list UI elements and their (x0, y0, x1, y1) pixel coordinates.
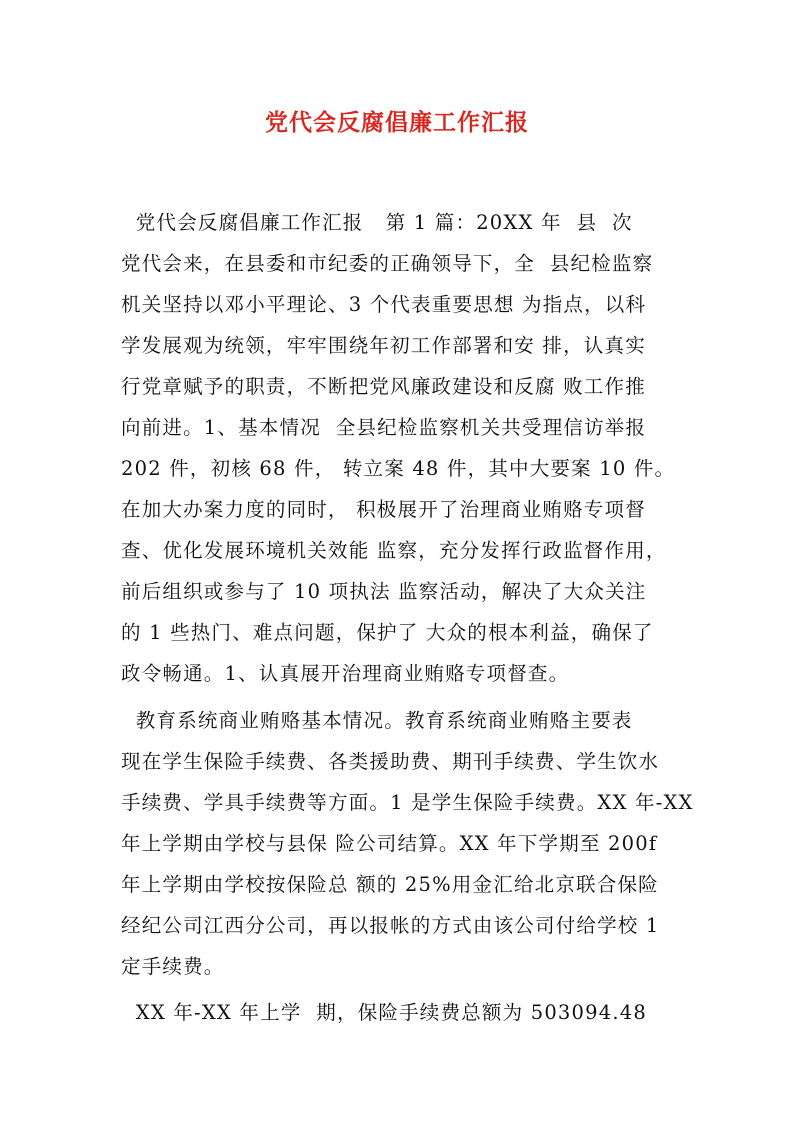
text-line: 党代会反腐倡廉工作汇报 第 1 篇：20XX 年 县 次 (121, 211, 633, 234)
text-line: 手续费、学具手续费等方面。1 是学生保险手续费。XX 年-XX (121, 791, 694, 814)
text-line: 机关坚持以邓小平理论、3 个代表重要思想 为指点，以科 (121, 293, 647, 316)
text-line: 经纪公司江西分公司，再以报帐的方式由该公司付给学校 1 (121, 914, 660, 937)
document-title: 党代会反腐倡廉工作汇报 (265, 109, 529, 136)
text-line: 查、优化发展环境机关效能 监察，充分发挥行政监督作用， (121, 539, 667, 562)
paragraph-2 (121, 700, 694, 987)
paragraph-1 (121, 202, 687, 694)
text-line: 行党章赋予的职责，不断把党风廉政建设和反腐 败工作推 (121, 375, 646, 398)
text-line: XX 年-XX 年上学 期，保险手续费总额为 503094.48 (121, 1001, 647, 1024)
text-line: 定手续费。 (121, 955, 225, 978)
text-line: 202 件，初核 68 件， 转立案 48 件，其中大要案 10 件。 (121, 457, 676, 480)
text-line: 学发展观为统领，牢牢围绕年初工作部署和安 排，认真实 (121, 334, 646, 357)
text-line: 向前进。1、基本情况 全县纪检监察机关共受理信访举报 (121, 416, 647, 439)
text-line: 的 1 些热门、难点问题，保护了 大众的根本利益，确保了 (121, 621, 654, 644)
text-line: 政令畅通。1、认真展开治理商业贿赂专项督查。 (121, 662, 570, 685)
text-line: 党代会来，在县委和市纪委的正确领导下，全 县纪检监察 (121, 252, 654, 275)
text-line: 前后组织或参与了 10 项执法 监察活动，解决了大众关注 (121, 580, 647, 603)
text-line: 年上学期由学校与县保 险公司结算。XX 年下学期至 200f (121, 832, 658, 855)
text-line: 在加大办案力度的同时， 积极展开了治理商业贿赂专项督 (121, 498, 646, 521)
paragraph-3 (121, 992, 687, 1033)
text-line: 教育系统商业贿赂基本情况。教育系统商业贿赂主要表 (121, 709, 633, 732)
text-line: 年上学期由学校按保险总 额的 25%用金汇给北京联合保险 (121, 873, 659, 896)
text-line: 现在学生保险手续费、各类援助费、期刊手续费、学生饮水 (121, 750, 660, 773)
